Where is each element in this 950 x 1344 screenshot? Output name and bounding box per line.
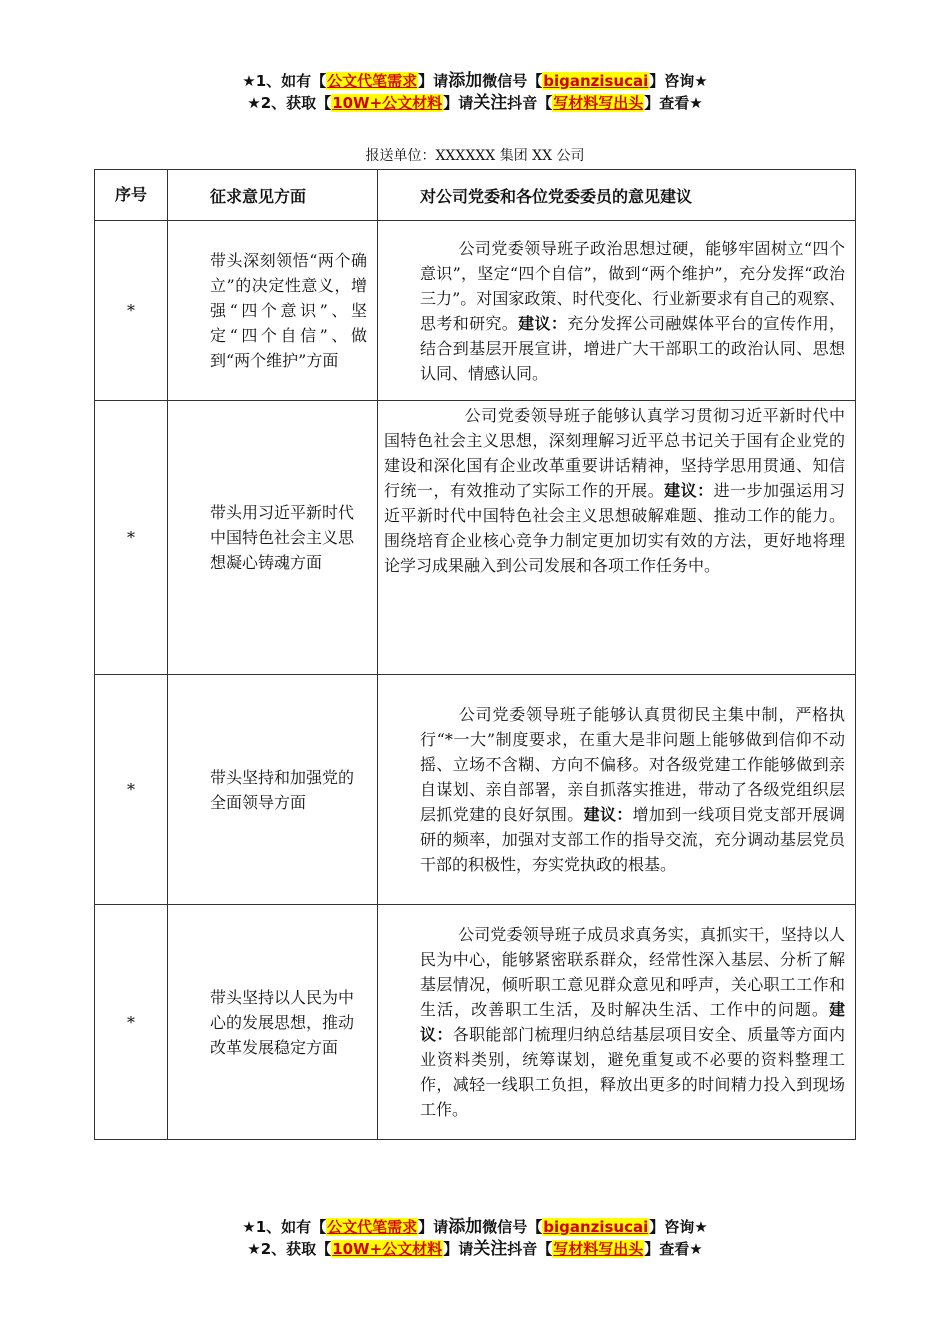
advice-text: 公司党委领导班子政治思想过硬，能够牢固树立“四个意识”，坚定“四个自信”，做到“两个维护”，充分发挥“政治三力”。对国家政策、时代变化、行业新要求有自己的观察、思考和研究。 [420,238,845,333]
banner-text: 抖音【 [507,1240,553,1258]
banner-emphasis: 添加 [448,1217,483,1237]
banner-text: ★1、如有【 [242,1218,327,1236]
suggestion-label: 建议： [420,1000,845,1044]
highlight-ghostwriting[interactable]: 公文代笔需求 [327,1218,418,1236]
banner-text: ★2、获取【 [247,94,332,112]
banner-text: 微信号【 [482,72,543,90]
banner-line-1 [0,70,950,92]
banner-text: 】请 [418,1218,449,1236]
row-advice [378,905,856,1140]
table-row [95,221,856,401]
banner-emphasis: 添加 [448,71,483,91]
banner-text: 抖音【 [507,94,553,112]
banner-text: 】请 [443,94,474,112]
suggestion-text: 进一步加强运用习近平新时代中国特色社会主义思想破解难题、推动工作的能力。围绕培育企业核心竞争力制定更加切实有效的方法，更好地将理论学习成果融入到公司发展和各项工作任务中。 [384,481,845,575]
row-aspect: 带头用习近平新时代中国特色社会主义思想凝心铸魂方面 [168,401,378,675]
banner-text: 】查看★ [644,1240,703,1258]
row-seq: * [95,401,168,675]
highlight-douyin[interactable]: 写材料写出头 [553,1240,644,1258]
suggestion-text: 各职能部门梳理归纳总结基层项目安全、质量等方面内业资料类别，统筹谋划，避免重复或不必要的资料整理工作，减轻一线职工负担，释放出更多的时间精力投入到现场工作。 [420,1025,845,1119]
advice-text: 公司党委领导班子能够认真学习贯彻习近平新时代中国特色社会主义思想，深刻理解习近平总书记关于国有企业党的建设和深化国有企业改革重要讲话精神，坚持学思用贯通、知信行统一，有效推动了实际工作的开展。 [384,406,845,500]
highlight-douyin[interactable]: 写材料写出头 [553,94,644,112]
banner-text: 】请 [443,1240,474,1258]
table-row [95,905,856,1140]
banner-text: 】查看★ [644,94,703,112]
table-header-row [95,170,856,221]
banner-text: 】请 [418,72,449,90]
advice-text: 公司党委领导班子能够认真贯彻民主集中制，严格执行“*一大”制度要求，在重大是非问题上能够做到信仰不动摇、立场不含糊、方向不偏移。对各级党建工作能够做到亲自谋划、亲自部署，亲自抓落实推进，带动了各级党组织层层抓党建的良好氛围。 [420,705,845,824]
opinion-table [94,169,856,1140]
banner-line-2 [0,1238,950,1260]
row-seq: * [95,675,168,905]
report-unit: 报送单位：XXXXXX 集团 XX 公司 [365,148,585,164]
header-advice: 对公司党委和各位党委委员的意见建议 [378,170,856,221]
row-aspect: 带头坚持以人民为中心的发展思想，推动改革发展稳定方面 [168,905,378,1140]
header-aspect: 征求意见方面 [168,170,378,221]
highlight-materials[interactable]: 10W+公文材料 [332,94,443,112]
row-seq: * [95,221,168,401]
highlight-ghostwriting[interactable]: 公文代笔需求 [327,72,418,90]
top-banner [0,70,950,114]
suggestion-label: 建议： [518,313,568,333]
header-seq: 序号 [95,170,168,221]
banner-line-1 [0,1216,950,1238]
row-advice [378,221,856,401]
table-row [95,401,856,675]
banner-text: 】咨询★ [649,72,708,90]
suggestion-label: 建议： [664,481,714,500]
row-seq: * [95,905,168,1140]
banner-line-2 [0,92,950,114]
suggestion-text: 充分发挥公司融媒体平台的宣传作用，结合到基层开展宣讲，增进广大干部职工的政治认同、思想认同、情感认同。 [420,313,845,383]
row-advice [378,675,856,905]
banner-emphasis: 关注 [473,93,508,113]
row-aspect: 带头深刻领悟“两个确立”的决定性意义，增强“四个意识”、坚定“四个自信”、做到“两个维护”方面 [168,221,378,401]
banner-emphasis: 关注 [473,1239,508,1259]
suggestion-text: 增加到一线项目党支部开展调研的频率，加强对支部工作的指导交流，充分调动基层党员干部的积极性，夯实党执政的根基。 [420,805,845,874]
suggestion-label: 建议： [583,805,633,824]
advice-text: 公司党委领导班子成员求真务实，真抓实干，坚持以人民为中心，能够紧密联系群众，经常性深入基层、分析了解基层情况，倾听职工意见群众意见和呼声，关心职工工作和生活，改善职工生活，及时解决生活、工作中的问题。 [420,925,845,1019]
highlight-materials[interactable]: 10W+公文材料 [332,1240,443,1258]
banner-text: ★2、获取【 [247,1240,332,1258]
row-aspect: 带头坚持和加强党的全面领导方面 [168,675,378,905]
table-row [95,675,856,905]
highlight-wechat-id[interactable]: biganzisucai [543,72,649,90]
bottom-banner [0,1216,950,1260]
row-advice [378,401,856,675]
banner-text: 微信号【 [482,1218,543,1236]
highlight-wechat-id[interactable]: biganzisucai [543,1218,649,1236]
banner-text: ★1、如有【 [242,72,327,90]
banner-text: 】咨询★ [649,1218,708,1236]
